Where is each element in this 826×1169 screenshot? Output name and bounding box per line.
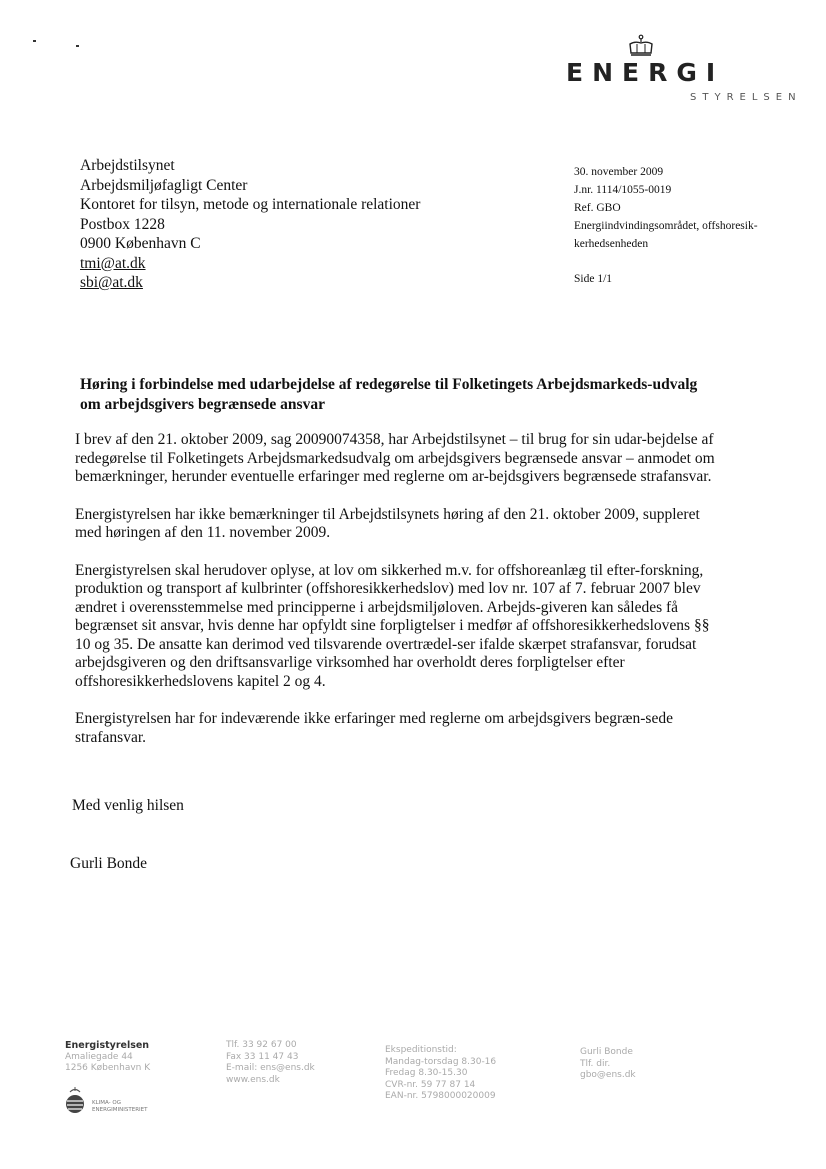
letter-subject: Høring i forbindelse med udarbejdelse af redegørelse til Folketingets Arbejdsmarkeds-udvalg om arbejdsgivers begrænsede ansvar — [80, 376, 698, 413]
footer-line: Mandag-torsdag 8.30-16 — [385, 1056, 497, 1067]
footer-line: Gurli Bonde — [580, 1047, 633, 1057]
footer-email-link[interactable]: gbo@ens.dk — [580, 1070, 636, 1080]
footer-person — [580, 1047, 636, 1082]
footer-email-link[interactable]: E-mail: ens@ens.dk — [226, 1063, 315, 1073]
footer-web-link[interactable]: www.ens.dk — [226, 1074, 280, 1085]
ministry-line: KLIMA- OG — [92, 1100, 122, 1106]
department: Energiindvindingsområdet, offshoresik- — [574, 220, 758, 232]
recipient-line: Arbejdstilsynet — [80, 157, 175, 174]
footer-line: Tlf. dir. — [580, 1058, 611, 1069]
footer-address — [65, 1040, 150, 1075]
logo-subtitle: STYRELSEN — [690, 92, 802, 103]
footer-phone: Tlf. 33 92 67 00 — [226, 1040, 297, 1050]
ministry-emblem-icon — [64, 1085, 86, 1115]
journal-number: J.nr. 1114/1055-0019 — [574, 184, 672, 196]
recipient-line: 0900 København C — [80, 235, 201, 252]
signer-name: Gurli Bonde — [70, 855, 148, 872]
recipient-email-link[interactable]: sbi@at.dk — [80, 274, 143, 291]
department: kerhedsenheden — [574, 238, 649, 250]
scan-speck — [76, 45, 79, 47]
body-paragraph: Energistyrelsen har for indeværende ikke erfaringer med reglerne om arbejdsgivers begræn-sede strafansvar. — [75, 710, 673, 746]
recipient-email-link[interactable]: tmi@at.dk — [80, 254, 146, 272]
body-paragraph: Energistyrelsen har ikke bemærkninger til Arbejdstilsynets høring af den 21. oktober 2009, suppleret med høringen af den 11. november 2009. — [75, 505, 700, 541]
recipient-line: Postbox 1228 — [80, 215, 165, 233]
ministry-name — [92, 1100, 147, 1114]
recipient-line: Arbejdsmiljøfagligt Center — [80, 176, 248, 194]
footer-contact — [226, 1040, 315, 1086]
body-paragraph: I brev af den 21. oktober 2009, sag 20090074358, har Arbejdstilsynet – til brug for sin udar-bejdelse af redegørelse til Folketingets Arbejdsmarkedsudvalg om arbejdsgivers begrænsede ansvar – anmodet om bemærkninger, herunder eventuelle erfaringer med reglerne om ar-bejdsgivers begrænsede strafansvar. — [75, 431, 715, 485]
body-paragraph: Energistyrelsen skal herudover oplyse, at lov om sikkerhed m.v. for offshoreanlæg til efter-forskning, produktion og transport af kulbrinter (offshoresikkerhedslov) med lov nr. 107 af 7. februar 2007 blev ændret i overensstemmelse med principperne i arbejdsmiljøloven. Arbejds-giveren kan således få begrænset sit ansvar, hvis denne har opfyldt sine forpligtelser i medfør af offshoresikkerhedslovens §§ 10 og 35. De ansatte kan derimod ved tilsvarende overtrædel-ser ifalde skærpet strafansvar, forudsat arbejdsgiveren og den driftsansvarlige virksomhed har overholdt deres forpligtelser efter offshoresikkerhedslovens kapitel 2 og 4. — [75, 561, 710, 690]
footer-fax: Fax 33 11 47 43 — [226, 1051, 299, 1062]
page-number: Side 1/1 — [574, 273, 613, 285]
footer-org: Energistyrelsen — [65, 1040, 150, 1051]
footer-line: Ekspeditionstid: — [385, 1045, 457, 1055]
recipient-address — [80, 156, 420, 293]
letter-date: 30. november 2009 — [574, 166, 664, 178]
footer-line: Amaliegade 44 — [65, 1051, 133, 1062]
crown-icon — [628, 34, 654, 58]
footer-line: 1256 København K — [65, 1063, 151, 1073]
footer-line: EAN-nr. 5798000020009 — [385, 1091, 496, 1101]
footer-line: CVR-nr. 59 77 87 14 — [385, 1079, 476, 1090]
footer-hours — [385, 1045, 496, 1103]
recipient-line: Kontoret for tilsyn, metode og internationale relationer — [80, 196, 421, 213]
ministry-line: ENERGIMINISTERIET — [92, 1107, 148, 1113]
letter-body — [75, 431, 715, 766]
reference: Ref. GBO — [574, 202, 621, 214]
letter-meta — [574, 163, 758, 288]
footer-line: Fredag 8.30-15.30 — [385, 1068, 468, 1078]
scan-speck — [33, 40, 36, 42]
closing-greeting: Med venlig hilsen — [72, 797, 184, 814]
logo-wordmark: ENERGI — [566, 58, 725, 87]
